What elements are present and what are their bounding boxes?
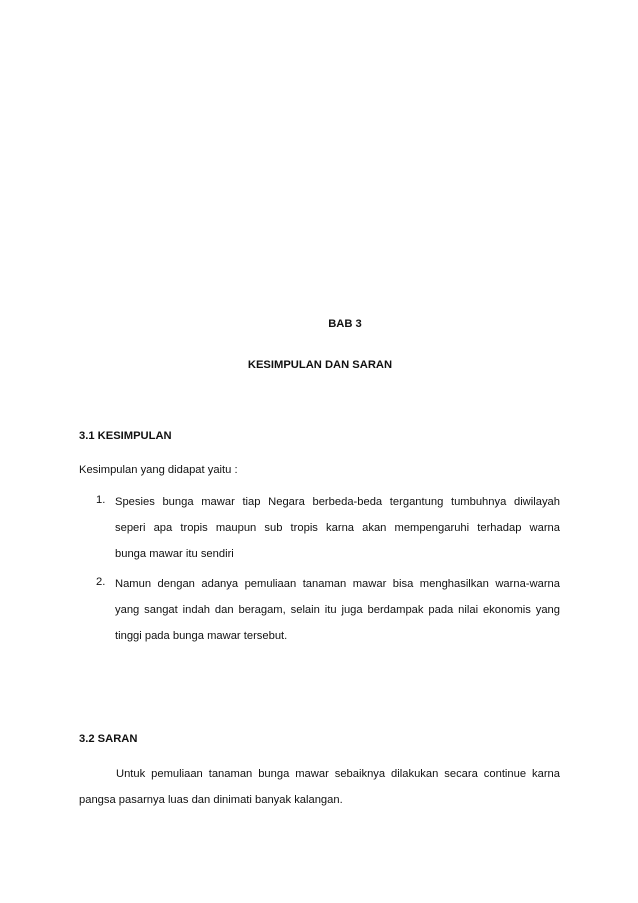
list-item-line: seperi apa tropis maupun sub tropis karna akan mempengaruhi terhadap warna [115, 522, 560, 534]
list-item [115, 489, 560, 567]
list-item-number: 1. [96, 494, 106, 506]
list-item [115, 571, 560, 649]
list-item-line: Spesies bunga mawar tiap Negara berbeda-beda tergantung tumbuhnya diwilayah [115, 496, 560, 508]
saran-paragraph [79, 761, 560, 813]
saran-line: pangsa pasarnya luas dan dinimati banyak kalangan. [79, 794, 343, 806]
list-item-line: yang sangat indah dan beragam, selain itu juga berdampak pada nilai ekonomis yang [115, 604, 560, 616]
section-heading-kesimpulan: 3.1 KESIMPULAN [79, 430, 172, 442]
list-item-number: 2. [96, 576, 106, 588]
list-item-line: bunga mawar itu sendiri [115, 548, 234, 560]
saran-line: Untuk pemuliaan tanaman bunga mawar sebaiknya dilakukan secara continue karna [116, 768, 560, 780]
section-heading-saran: 3.2 SARAN [79, 733, 138, 745]
chapter-title: KESIMPULAN DAN SARAN [247, 359, 393, 371]
list-item-line: Namun dengan adanya pemuliaan tanaman mawar bisa menghasilkan warna-warna [115, 578, 560, 590]
kesimpulan-intro: Kesimpulan yang didapat yaitu : [79, 464, 238, 476]
chapter-number: BAB 3 [328, 318, 362, 330]
list-item-line: tinggi pada bunga mawar tersebut. [115, 630, 288, 642]
